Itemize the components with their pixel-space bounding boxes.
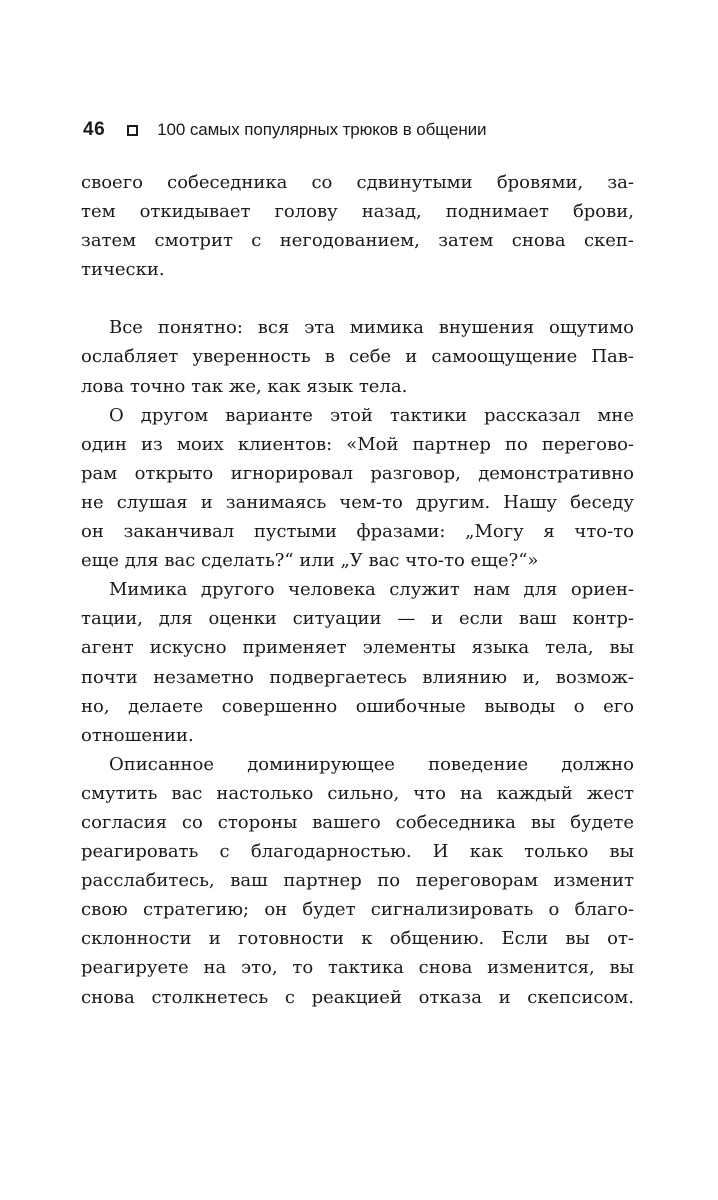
text-line: реагировать с благодарностью. И как только вы [81,841,634,863]
running-header [83,116,486,144]
paragraph [81,168,634,284]
text-line: еще для вас сделать?“ или „У вас что-то еще?“» [81,550,539,572]
paragraph [81,401,634,576]
text-line: тации, для оценки ситуации — и если ваш контр- [81,608,634,630]
text-line: Все понятно: вся эта мимика внушения ощутимо [109,317,634,339]
text-line: расслабитесь, ваш партнер по переговорам изменит [81,870,634,892]
text-line: О другом варианте этой тактики рассказал мне [109,404,634,426]
text-line: рам открыто игнорировал разговор, демонстративно [81,462,634,484]
paragraph [81,313,634,400]
text-line: он заканчивал пустыми фразами: „Могу я что-то [81,521,634,543]
text-line: один из моих клиентов: «Мой партнер по перегово- [81,433,634,455]
text-line: склонности и готовности к общению. Если вы от- [81,928,634,950]
text-line: снова столкнетесь с реакцией отказа и скепсисом. [81,986,634,1008]
text-line: ослабляет уверенность в себе и самоощущение Пав- [81,346,634,368]
text-line: затем смотрит с негодованием, затем снова скеп- [81,230,634,252]
text-line: почти незаметно подвергаетесь влиянию и, возмож- [81,666,634,688]
body-text [81,168,634,1012]
paragraph-gap [109,284,634,313]
text-line: своего собеседника со сдвинутыми бровями, за- [81,172,634,193]
text-line: реагируете на это, то тактика снова изменится, вы [81,957,634,979]
paragraph [81,750,634,1012]
text-line: смутить вас настолько сильно, что на каждый жест [81,782,634,804]
text-line: агент искусно применяет элементы языка тела, вы [81,637,634,659]
text-line: не слушая и занимаясь чем-то другим. Нашу беседу [81,491,634,513]
text-line: тем откидывает голову назад, поднимает брови, [81,201,634,223]
text-line: свою стратегию; он будет сигнализировать о благо- [81,899,634,921]
square-separator-icon [127,125,138,136]
text-line: отношении. [81,724,194,746]
paragraph [81,575,634,750]
text-line: но, делаете совершенно ошибочные выводы о его [81,695,634,717]
text-line: лова точно так же, как язык тела. [81,375,408,397]
text-line: тически. [81,259,165,281]
running-title: 100 самых популярных трюков в общении [157,120,487,139]
page-number: 46 [83,119,106,140]
text-line: Мимика другого человека служит нам для ориен- [109,579,634,601]
text-line: Описанное доминирующее поведение должно [109,753,634,775]
text-line: согласия со стороны вашего собеседника вы будете [81,811,634,833]
